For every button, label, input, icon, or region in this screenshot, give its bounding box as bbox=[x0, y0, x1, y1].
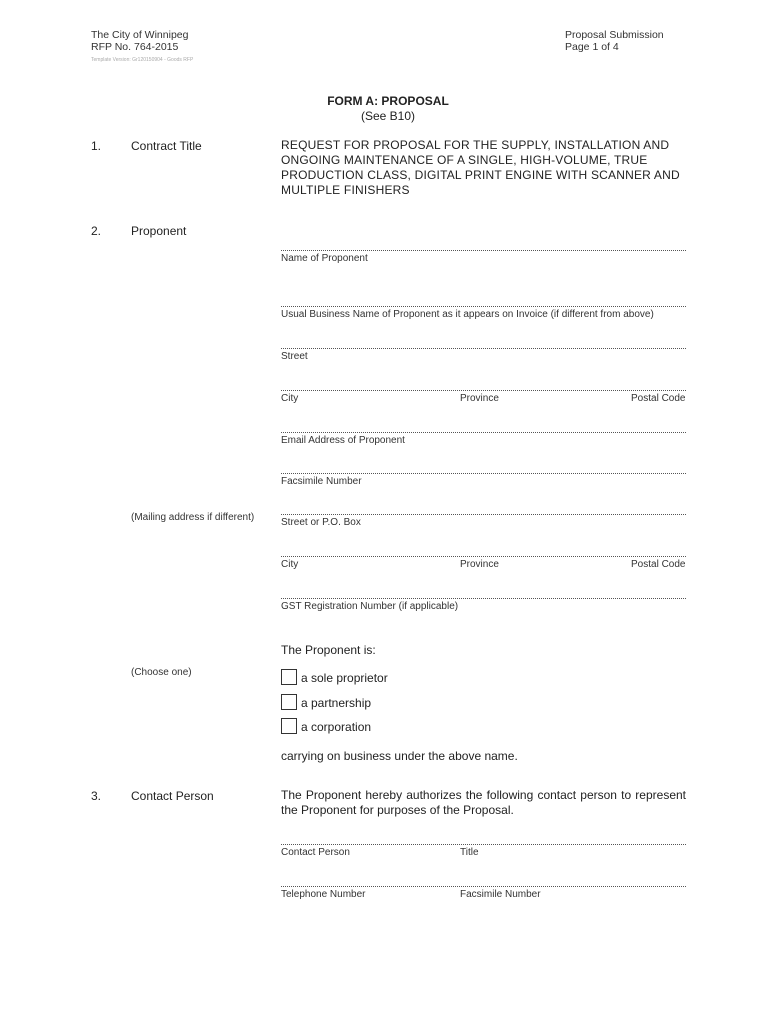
gst-caption: GST Registration Number (if applicable) bbox=[281, 601, 459, 612]
mailing-city-caption: City bbox=[281, 559, 299, 570]
corporation-label: a corporation bbox=[301, 720, 372, 734]
street-caption: Street bbox=[281, 351, 308, 362]
contact-title-caption: Title bbox=[460, 847, 479, 858]
email-line[interactable] bbox=[281, 432, 686, 433]
section-3-number: 3. bbox=[91, 789, 102, 803]
name-of-proponent-line[interactable] bbox=[281, 250, 686, 251]
telephone-line[interactable] bbox=[281, 886, 686, 887]
rfp-number: RFP No. 764-2015 bbox=[91, 41, 179, 53]
contact-authorization-text: The Proponent hereby authorizes the following contact person to represent the Proponent for purposes of the Proposal. bbox=[281, 788, 686, 817]
email-caption: Email Address of Proponent bbox=[281, 435, 405, 446]
contact-person-line[interactable] bbox=[281, 844, 686, 845]
form-title: FORM A: PROPOSAL bbox=[327, 94, 449, 108]
gst-line[interactable] bbox=[281, 598, 686, 599]
template-version: Template Version: Gr120150904 - Goods RFP bbox=[91, 57, 194, 63]
sole-proprietor-label: a sole proprietor bbox=[301, 671, 388, 685]
contact-person-caption: Contact Person bbox=[281, 847, 350, 858]
section-3-label: Contact Person bbox=[131, 789, 214, 803]
mailing-address-note: (Mailing address if different) bbox=[131, 512, 255, 523]
postal-code-caption: Postal Code bbox=[631, 393, 686, 404]
city-line[interactable] bbox=[281, 390, 686, 391]
partnership-checkbox[interactable] bbox=[281, 694, 297, 710]
contact-facsimile-caption: Facsimile Number bbox=[460, 889, 541, 900]
facsimile-line[interactable] bbox=[281, 473, 686, 474]
mailing-street-line[interactable] bbox=[281, 514, 686, 515]
city-caption: City bbox=[281, 393, 299, 404]
facsimile-caption: Facsimile Number bbox=[281, 476, 362, 487]
street-line[interactable] bbox=[281, 348, 686, 349]
contract-title-text: REQUEST FOR PROPOSAL FOR THE SUPPLY, INSTALLATION AND ONGOING MAINTENANCE OF A SINGLE, HIGH-VOLUME, TRUE PRODUCTION CLASS, DIGITAL PRINT ENGINE WITH SCANNER AND MULTIPLE FINISHERS bbox=[281, 138, 680, 197]
section-2-number: 2. bbox=[91, 224, 102, 238]
mailing-postal-code-caption: Postal Code bbox=[631, 559, 686, 570]
mailing-province-caption: Province bbox=[460, 559, 499, 570]
telephone-caption: Telephone Number bbox=[281, 889, 366, 900]
corporation-checkbox[interactable] bbox=[281, 718, 297, 734]
page-number: Page 1 of 4 bbox=[565, 41, 619, 53]
section-name: Proposal Submission bbox=[565, 29, 664, 41]
section-2-label: Proponent bbox=[131, 224, 187, 238]
choose-one-note: (Choose one) bbox=[131, 667, 192, 678]
sole-proprietor-checkbox[interactable] bbox=[281, 669, 297, 685]
name-of-proponent-caption: Name of Proponent bbox=[281, 253, 368, 264]
section-1-number: 1. bbox=[91, 139, 102, 153]
form-subtitle: (See B10) bbox=[360, 109, 416, 123]
mailing-city-line[interactable] bbox=[281, 556, 686, 557]
mailing-street-caption: Street or P.O. Box bbox=[281, 517, 361, 528]
partnership-label: a partnership bbox=[301, 696, 372, 710]
org-name: The City of Winnipeg bbox=[91, 29, 189, 41]
section-1-label: Contract Title bbox=[131, 139, 202, 153]
carrying-on-business-text: carrying on business under the above name. bbox=[281, 749, 518, 763]
business-name-caption: Usual Business Name of Proponent as it appears on Invoice (if different from above) bbox=[281, 309, 654, 320]
province-caption: Province bbox=[460, 393, 499, 404]
proponent-is-heading: The Proponent is: bbox=[281, 643, 376, 657]
business-name-line[interactable] bbox=[281, 306, 686, 307]
